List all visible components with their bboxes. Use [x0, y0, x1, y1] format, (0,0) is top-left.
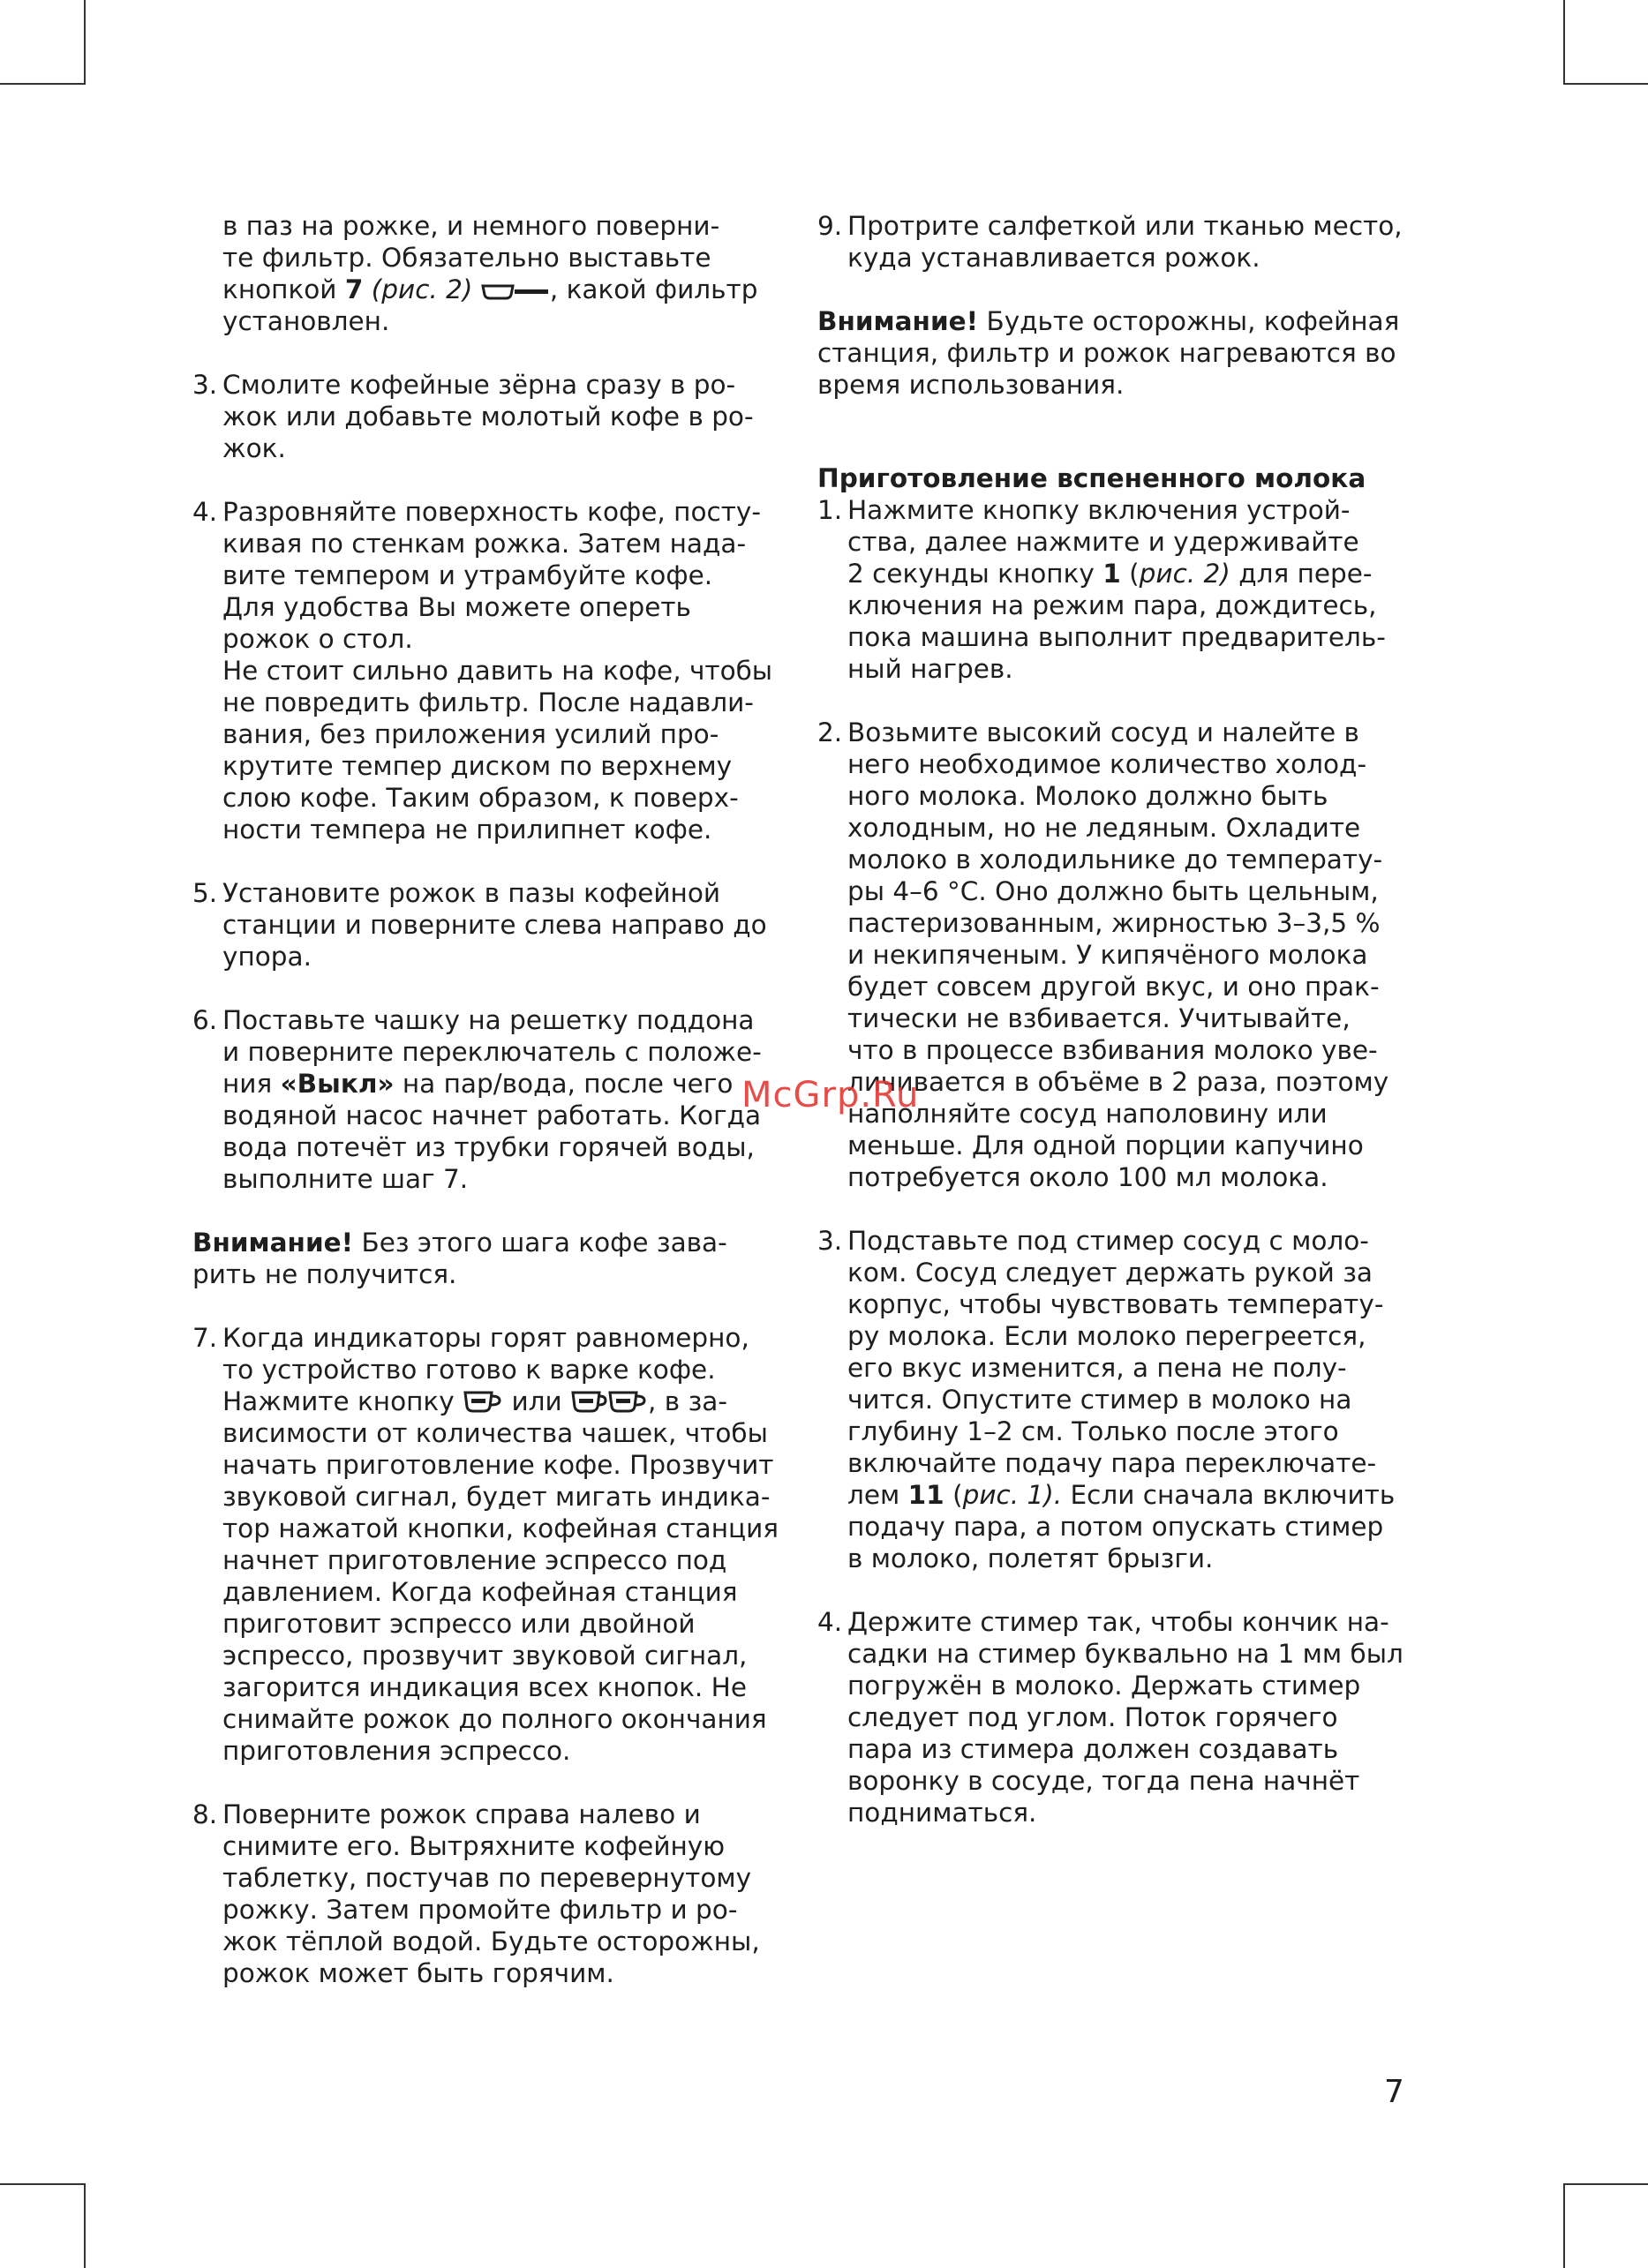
watermark: McGrp.Ru: [741, 1075, 920, 1115]
crop-mark: [84, 2183, 86, 2268]
single-cup-icon: [463, 1389, 503, 1414]
milk-step-2: 2. Возьмите высокий сосуд и налейте в него необходимое количество холод- ного молока. Молоко должно быть холодным, но не ледяным. Охладите молоко в холодильнике до температу- ры 4–6 °C. Оно должно быть цельным, пастеризованным, жирностью 3–3,5 % и некипяченым. У кипячёного молока будет совсем другой вкус, и оно прак- тически не взбивается. Учитывайте, что в процессе взбивания молоко уве- личивается в объёме в 2 раза, поэтому наполняйте сосуд наполовину или меньше. Для одной порции капучино потребуется около 100 мл молока.: [817, 717, 1389, 1192]
right-column: [817, 210, 1418, 1860]
crop-mark: [84, 0, 86, 85]
warning-note-1: Внимание! Без этого шага кофе зава- рить не получится.: [192, 1228, 727, 1289]
crop-mark: [1563, 83, 1648, 85]
milk-step-1: 1. Нажмите кнопку включения устрой- ства, далее нажмите и удерживайте 2 секунды кнопку 1 (рис. 2) для пере- ключения на режим пара, дождитесь, пока машина выполнит предваритель- ный нагрев.: [817, 495, 1386, 684]
step-3: 3. Смолите кофейные зёрна сразу в ро- жок или добавьте молотый кофе в ро- жок.: [192, 370, 754, 463]
step-5: 5. Установите рожок в пазы кофейной станции и поверните слева направо до упора.: [192, 878, 767, 972]
page-number: 7: [1384, 2074, 1404, 2110]
warning-note-2: Внимание! Будьте осторожны, кофейная станция, фильтр и рожок нагреваются во время использования.: [817, 306, 1400, 400]
section-heading: Приготовление вспененного молока: [817, 463, 1366, 493]
step-8: 8. Поверните рожок справа налево и снимите его. Вытряхните кофейную таблетку, постучав по перевернутому рожку. Затем промойте фильтр и ро- жок тёплой водой. Будьте осторожны, рожок может быть горячим.: [192, 1799, 760, 1988]
filter-holder-icon: [481, 282, 550, 302]
crop-mark: [0, 83, 85, 85]
double-cup-icon: [570, 1389, 648, 1414]
milk-step-4: 4. Держите стимер так, чтобы кончик на- садки на стимер буквально на 1 мм был погружён в молоко. Держать стимер следует под углом. Поток горячего пара из стимера должен создавать воронку в сосуде, тогда пена начнёт подниматься.: [817, 1607, 1403, 1828]
milk-step-3: 3. Подставьте под стимер сосуд с моло- ком. Сосуд следует держать рукой за корпус, чтобы чувствовать температу- ру молока. Если молоко перегреется, его вкус изменится, а пена не полу- чится. Опустите стимер в молоко на глубину 1–2 см. Только после этого включайте подачу пара переключате- лем 11 (рис. 1). Если сначала включить подачу пара, а потом опускать стимер в молоко, полетят брызги.: [817, 1226, 1396, 1573]
crop-mark: [1563, 0, 1565, 85]
step-7: 7. Когда индикаторы горят равномерно, то устройство готово к варке кофе. Нажмите кнопку или , в за- висимости от количества чашек, чтобы начать приготовление кофе. Прозвучит звуковой сигнал, будет мигать индика- тор нажатой кнопки, кофейная станция начнет приготовление эспрессо под давлением. Когда кофейная станция приготовит эспрессо или двойной эспрессо, прозвучит звуковой сигнал, загорится индикация всех кнопок. Не снимайте рожок до полного окончания приготовления эспрессо.: [192, 1323, 779, 1766]
crop-mark: [0, 2183, 85, 2185]
step-2-continuation: в паз на рожке, и немного поверни- те фильтр. Обязательно выставьте кнопкой 7 (рис. 2) , какой фильтр установлен.: [222, 211, 758, 336]
crop-mark: [1563, 2183, 1565, 2268]
step-4: 4. Разровняйте поверхность кофе, посту- кивая по стенкам рожка. Затем нада- вите темпером и утрамбуйте кофе. Для удобства Вы можете опереть рожок о стол. Не стоит сильно давить на кофе, чтобы не повредить фильтр. После надавли- вания, без приложения усилий про- крутите темпер диском по верхнему слою кофе. Таким образом, к поверх- ности темпера не прилипнет кофе.: [192, 497, 773, 845]
step-9: 9. Протрите салфеткой или тканью место, куда устанавливается рожок.: [817, 211, 1403, 273]
crop-mark: [1563, 2183, 1648, 2185]
left-column: [192, 210, 784, 2021]
step-6: 6. Поставьте чашку на решетку поддона и поверните переключатель с положе- ния «Выкл» на пар/вода, после чего водяной насос начнет работать. Когда вода потечёт из трубки горячей воды, выполните шаг 7.: [192, 1005, 762, 1194]
